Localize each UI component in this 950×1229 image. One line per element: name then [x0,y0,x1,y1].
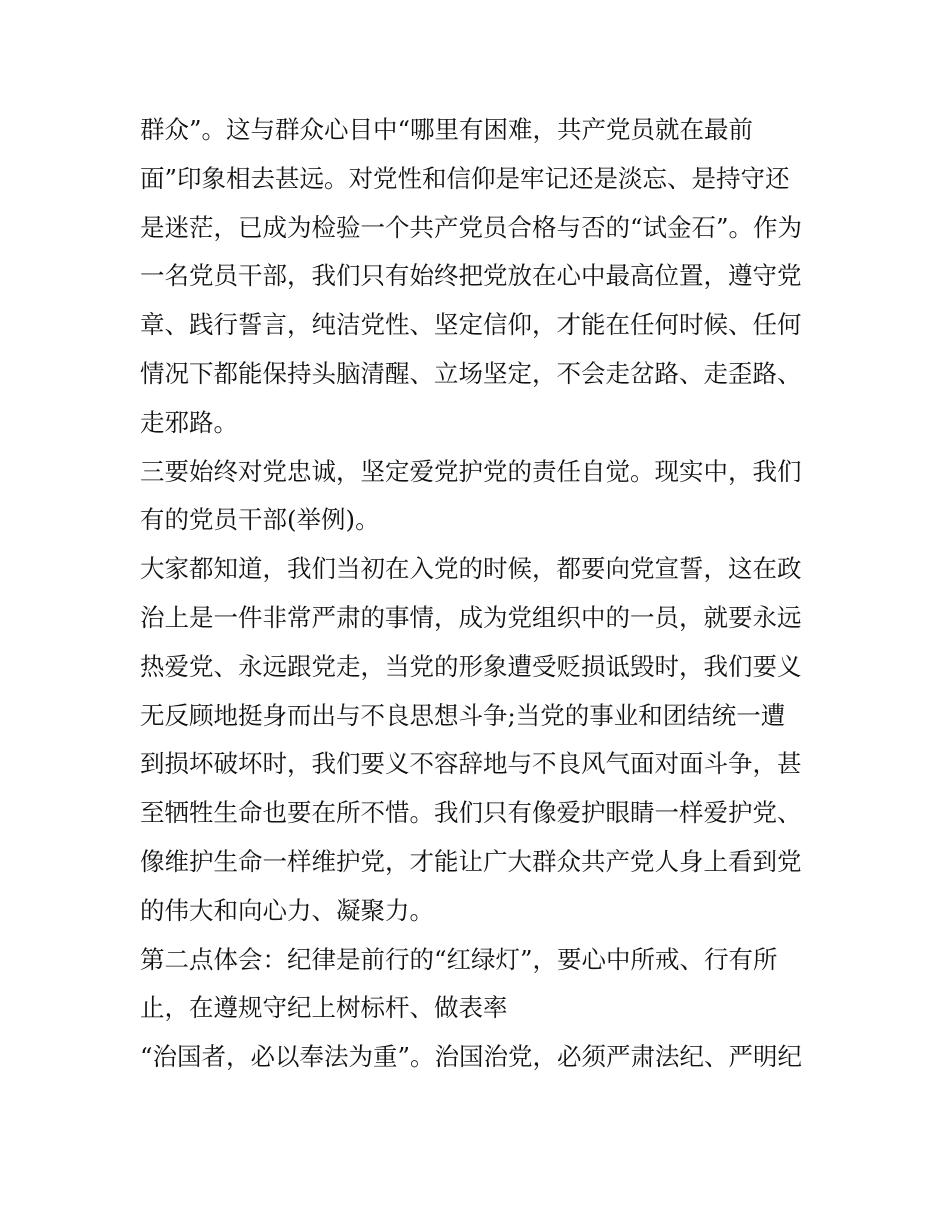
text-line: 无反顾地挺身而出与不良思想斗争;当党的事业和团结统一遭 [140,700,786,730]
text-line: 热爱党、永远跟党走，当党的形象遭受贬损诋毁时，我们要义 [140,651,802,681]
text-line: 是迷茫，已成为检验一个共产党员合格与否的“试金石”。作为 [140,212,803,242]
text-line: 大家都知道，我们当初在入党的时候，都要向党宣誓，这在政 [140,554,802,584]
document-body [140,106,820,1082]
text-line: 至牺牲生命也要在所不惜。我们只有像爱护眼睛一样爱护党、 [140,798,802,828]
text-line: 到损坏破坏时，我们要义不容辞地与不良风气面对面斗争，甚 [140,749,802,779]
text-line: 情况下都能保持头脑清醒、立场坚定，不会走岔路、走歪路、 [140,358,802,388]
text-line: 群众”。这与群众心目中“哪里有困难，共产党员就在最前 [140,115,754,144]
text-line: 第二点体会：纪律是前行的“红绿灯”，要心中所戒、行有所 [140,944,778,974]
text-line: 三要始终对党忠诚，坚定爱党护党的责任自觉。现实中，我们 [140,456,802,486]
text-line: 止，在遵规守纪上树标杆、做表率 [140,993,508,1023]
text-line: 面”印象相去甚远。对党性和信仰是牢记还是淡忘、是持守还 [140,163,790,193]
text-line: “治国者，必以奉法为重”。治国治党，必须严肃法纪、严明纪 [140,1042,803,1072]
text-line: 治上是一件非常严肃的事情，成为党组织中的一员，就要永远 [140,602,802,632]
text-line: 章、践行誓言，纯洁党性、坚定信仰，才能在任何时候、任何 [140,310,802,340]
text-line: 的伟大和向心力、凝聚力。 [140,895,434,925]
text-line: 有的党员干部(举例)。 [140,505,380,535]
text-line: 走邪路。 [140,407,238,437]
text-line: 像维护生命一样维护党，才能让广大群众共产党人身上看到党 [140,846,802,876]
text-line: 一名党员干部，我们只有始终把党放在心中最高位置，遵守党 [140,261,802,291]
